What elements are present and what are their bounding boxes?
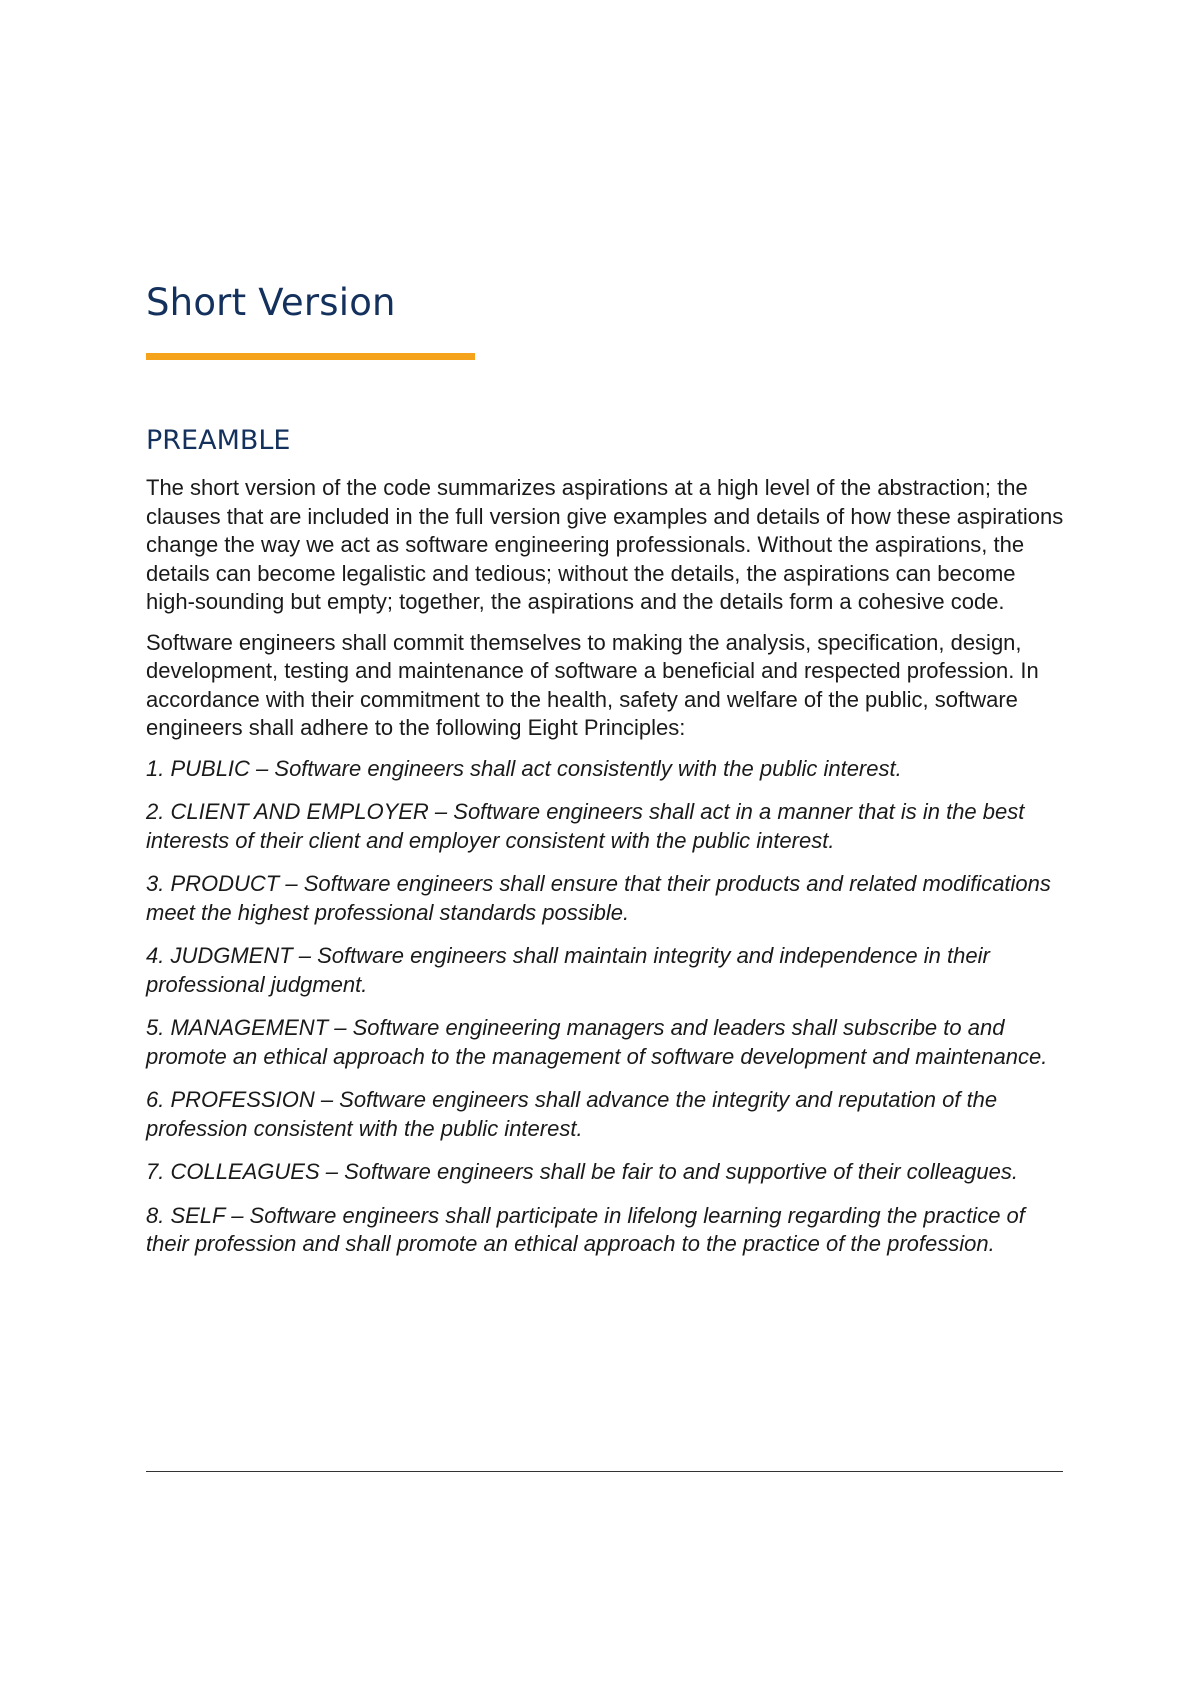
principle-item-product: 3. PRODUCT – Software engineers shall ensure that their products and related modifications meet the highest professional standards possible.	[146, 871, 1051, 925]
title-underline-accent	[146, 353, 475, 360]
principle-item-profession: 6. PROFESSION – Software engineers shall advance the integrity and reputation of the profession consistent with the public interest.	[146, 1087, 998, 1141]
page-title: Short Version	[146, 281, 396, 324]
principle-item-management: 5. MANAGEMENT – Software engineering managers and leaders shall subscribe to and promote an ethical approach to the management of software development and maintenance.	[146, 1015, 1048, 1069]
preamble-paragraph-2: Software engineers shall commit themselves to making the analysis, specification, design, development, testing and maintenance of software a beneficial and respected profession. In accordance with their commitment to the health, safety and welfare of the public, software engineers shall adhere to the following Eight Principles:	[146, 629, 1039, 740]
preamble-content	[146, 474, 1066, 1274]
principle-item-public: 1. PUBLIC – Software engineers shall act consistently with the public interest.	[146, 755, 902, 781]
preamble-paragraph-1: The short version of the code summarizes aspirations at a high level of the abstraction; the clauses that are included in the full version give examples and details of how these aspirations change the way we act as software engineering professionals. Without the aspirations, the details can become legalistic and tedious; without the details, the aspirations can become high-sounding but empty; together, the aspirations and the details form a cohesive code.	[146, 475, 1064, 614]
footer-divider	[146, 1471, 1063, 1472]
principle-item-client-employer: 2. CLIENT AND EMPLOYER – Software engineers shall act in a manner that is in the best interests of their client and employer consistent with the public interest.	[146, 799, 1025, 853]
principles-list	[146, 755, 1066, 1259]
section-heading-preamble: PREAMBLE	[146, 425, 291, 456]
principle-item-colleagues: 7. COLLEAGUES – Software engineers shall be fair to and supportive of their colleagues.	[146, 1159, 1018, 1184]
principle-item-self: 8. SELF – Software engineers shall participate in lifelong learning regarding the practice of their profession and shall promote an ethical approach to the practice of the profession.	[146, 1202, 1025, 1256]
principle-item-judgment: 4. JUDGMENT – Software engineers shall maintain integrity and independence in their professional judgment.	[146, 943, 990, 997]
